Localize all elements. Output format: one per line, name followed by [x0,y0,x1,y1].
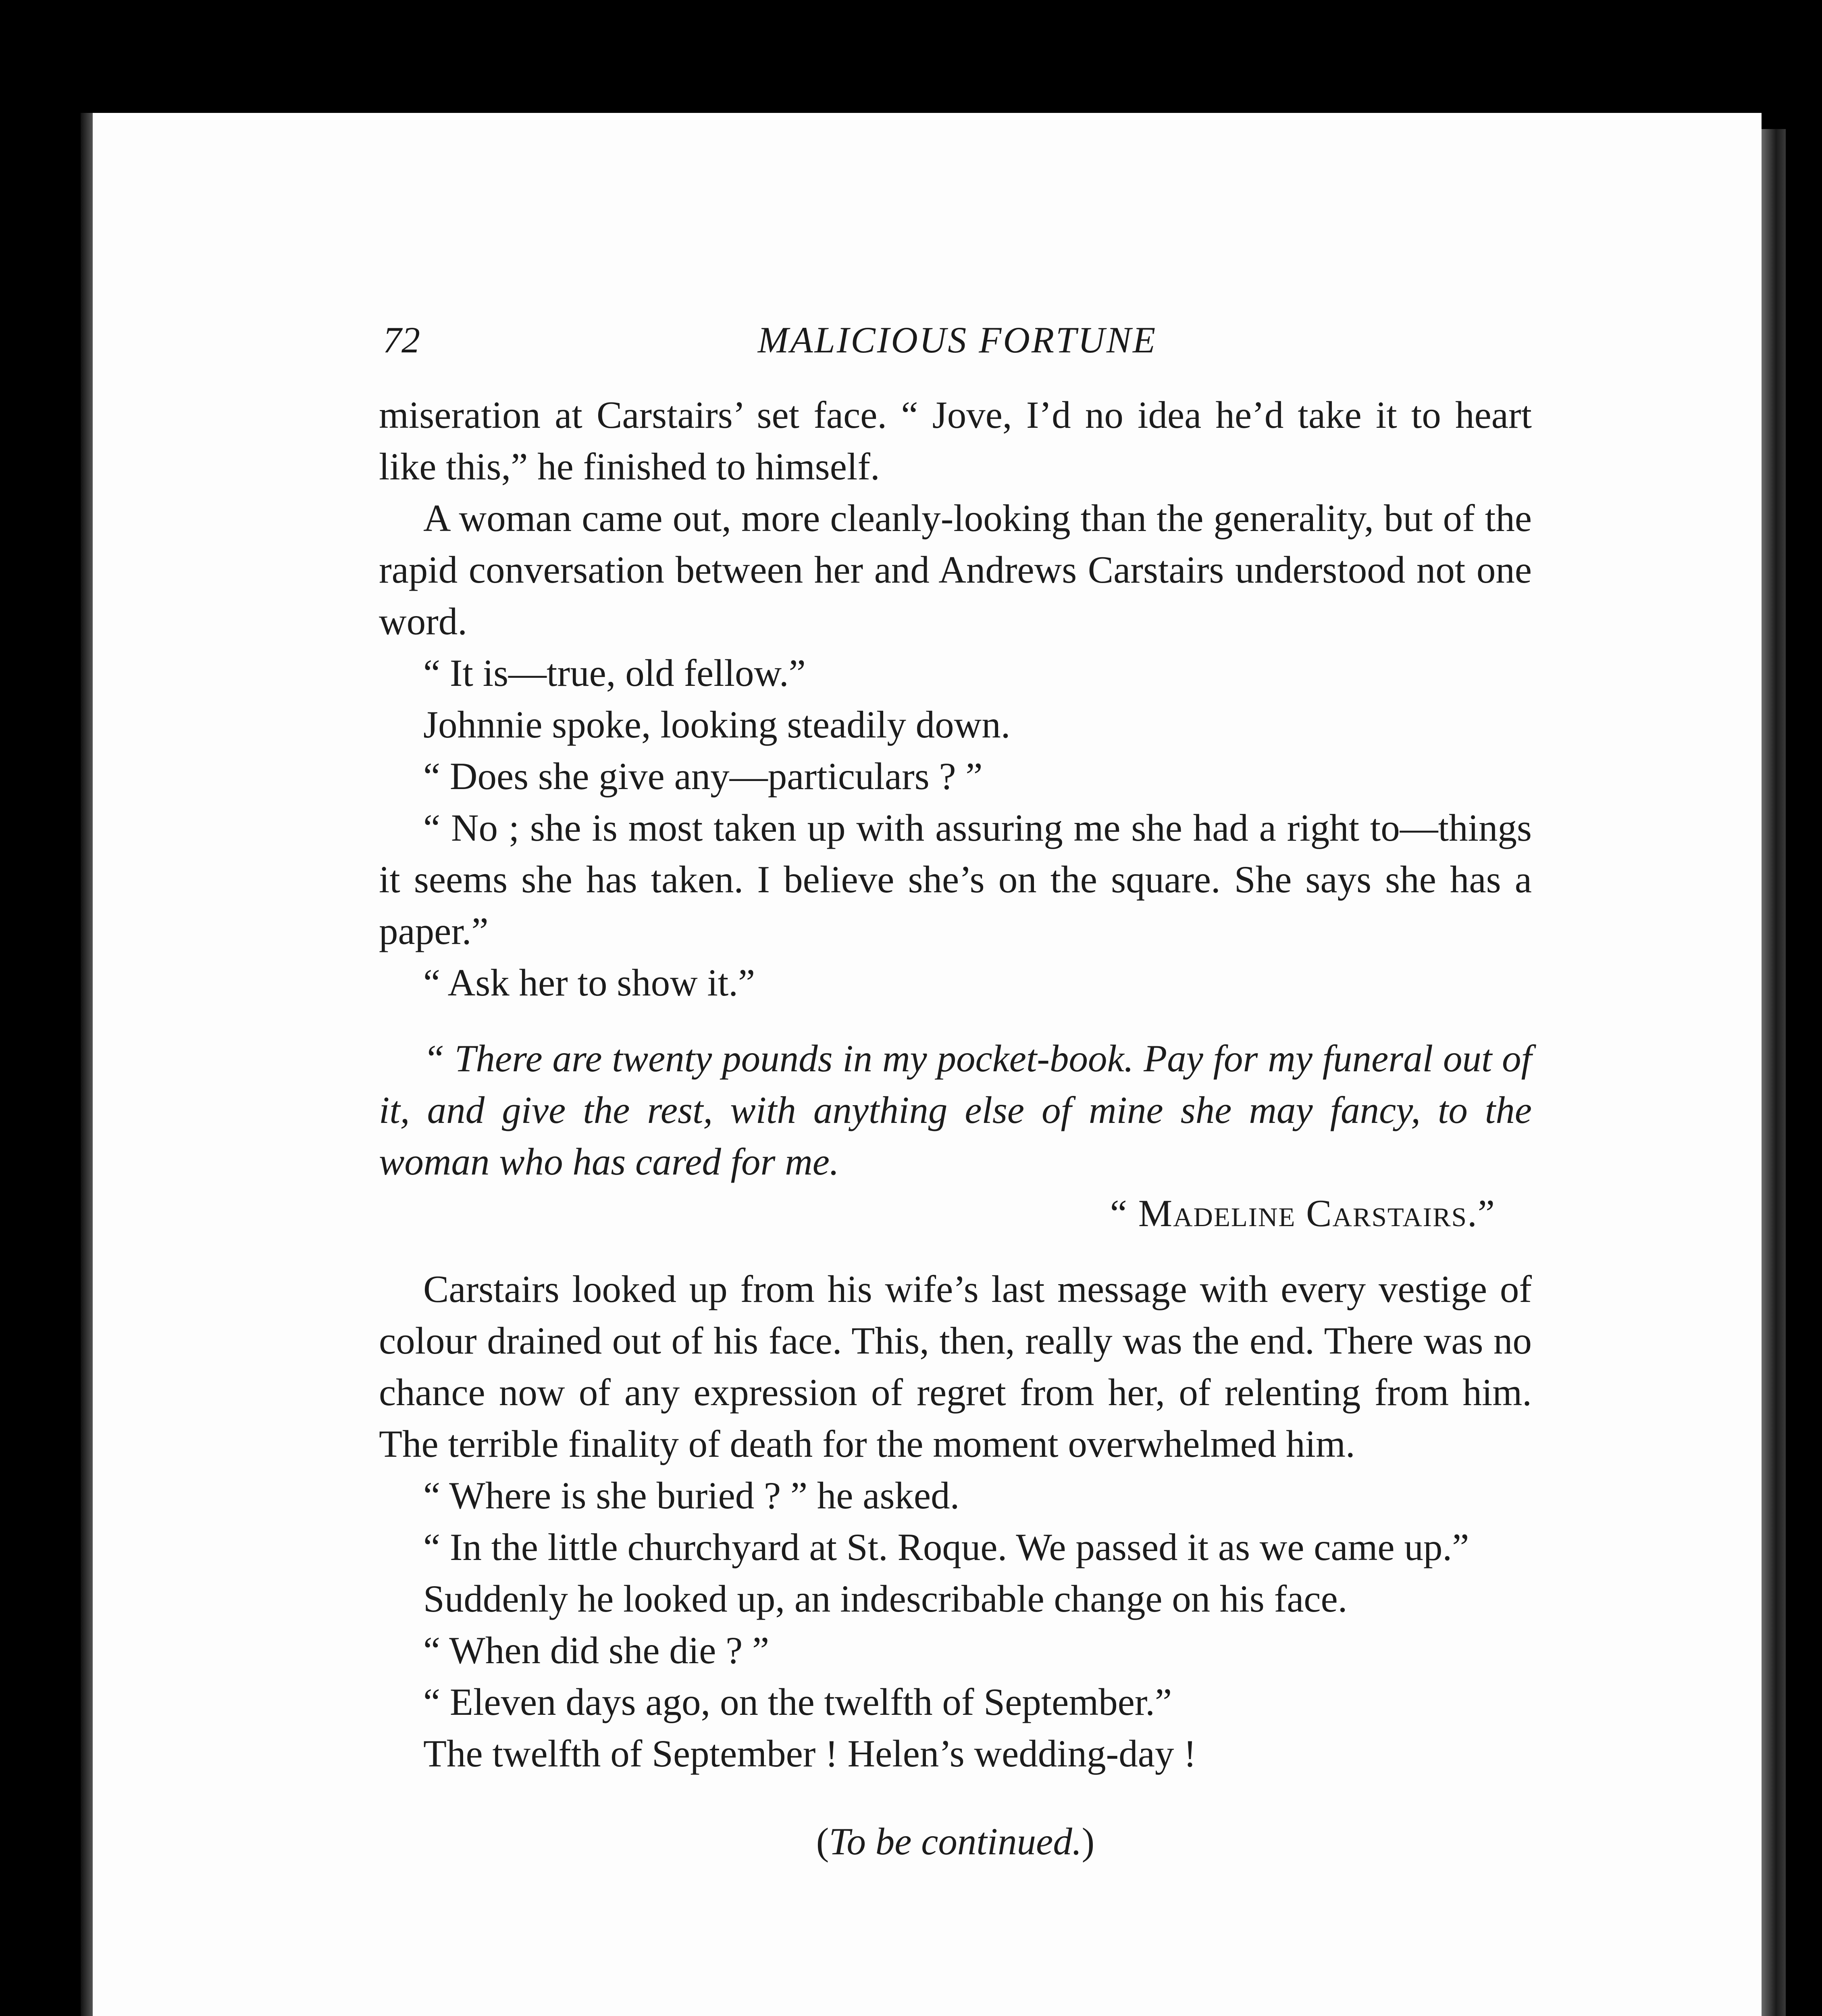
paragraph: “ Where is she buried ? ” he asked. [423,1474,960,1517]
page-left-edge [81,113,93,2016]
paren-open: ( [816,1820,829,1863]
paragraph: “ Eleven days ago, on the twelfth of September.” [423,1681,1172,1723]
page-body [379,389,1532,1867]
paren-close: ) [1082,1820,1095,1863]
paragraph: “ In the little churchyard at St. Roque. We passed it as we came up.” [423,1526,1469,1568]
paragraph: Carstairs looked up from his wife’s last message with every vestige of colour drained out of his face. This, then, really was the end. There was no chance now of any expression of regret from her, of relenting from him. The terrible finality of death for the moment overwhelmed him. [379,1268,1532,1465]
paragraph: “ Does she give any—particulars ? ” [423,755,983,798]
paragraph: miseration at Carstairs’ set face. “ Jove, I’d no idea he’d take it to heart like this,” he finished to himself. [379,394,1532,488]
page-gutter-shadow [1762,129,1786,2016]
paragraph: “ When did she die ? ” [423,1629,770,1672]
paragraph: “ No ; she is most taken up with assuring me she had a right to—things it seems she has taken. I believe she’s on the square. She says she has a paper.” [379,806,1532,952]
paragraph: The twelfth of September ! Helen’s wedding-day ! [423,1732,1196,1775]
page-number: 72 [383,319,420,360]
to-be-continued [379,1816,1532,1867]
letter-signature: “ Madeline Carstairs.” [1110,1192,1495,1235]
running-header [383,319,1532,371]
paragraph: Suddenly he looked up, an indescribable change on his face. [423,1577,1348,1620]
letter-text: “ There are twenty pounds in my pocket-book. Pay for my funeral out of it, and give the rest, with anything else of mine she may fancy, to the woman who has cared for me. [379,1037,1532,1183]
paragraph: “ Ask her to show it.” [423,961,755,1004]
paragraph: Johnnie spoke, looking steadily down. [423,703,1011,746]
continued-text: To be continued. [829,1820,1082,1863]
paragraph: “ It is—true, old fellow.” [423,652,806,694]
running-title: MALICIOUS FORTUNE [757,319,1157,360]
paragraph: A woman came out, more cleanly-looking than the generality, but of the rapid conversation between her and Andrews Carstairs understood not one word. [379,497,1532,643]
